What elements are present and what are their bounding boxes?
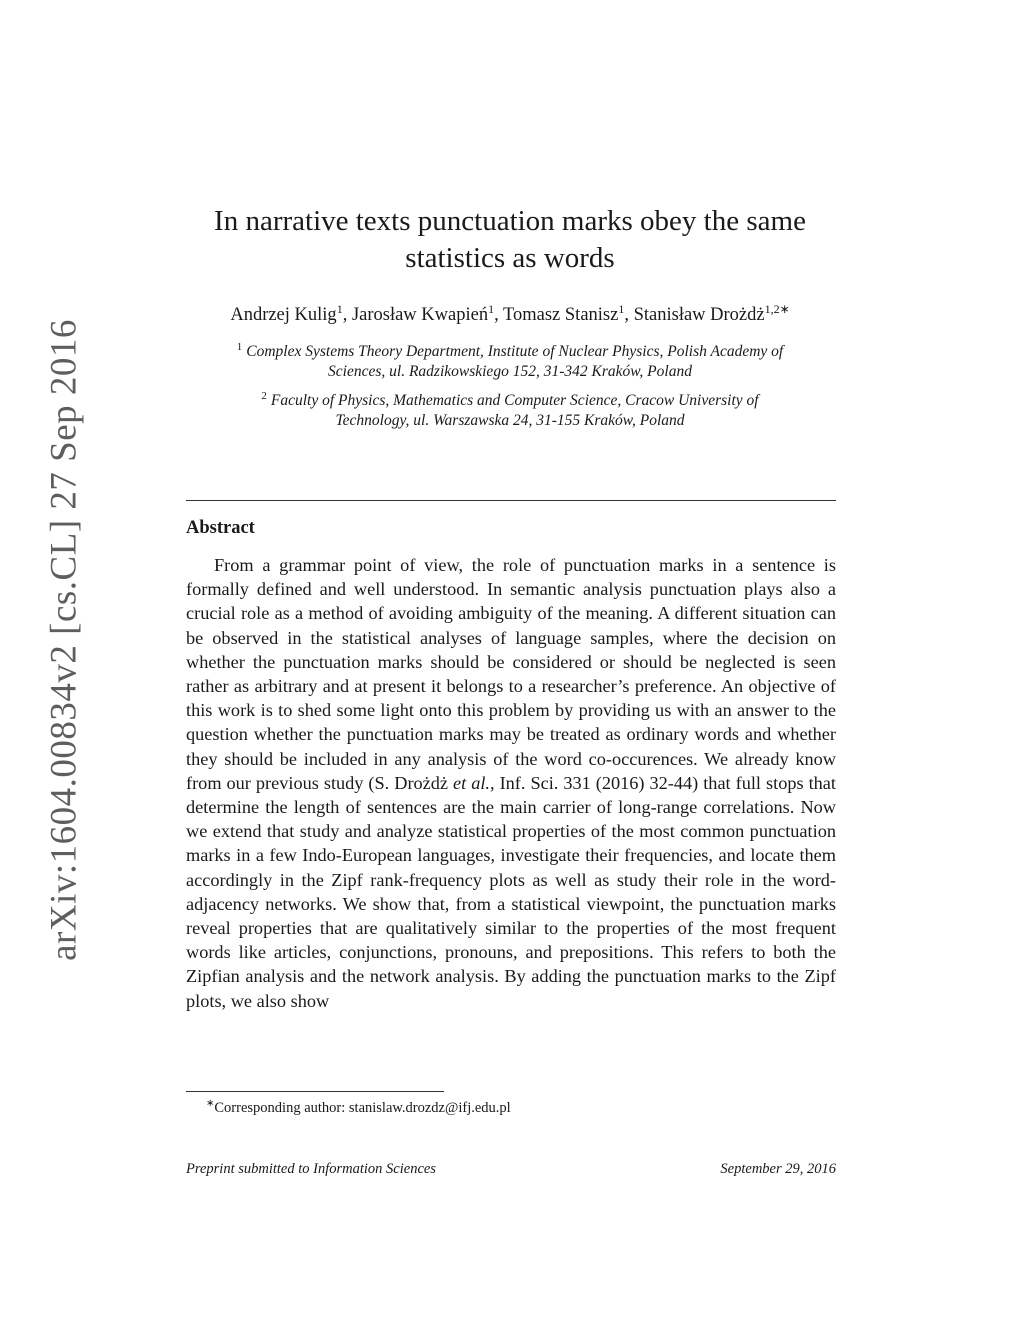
affiliation-line: Sciences, ul. Radzikowskiego 152, 31-342 Kraków, Poland [328,363,692,381]
abstract-text: , Inf. Sci. 331 (2016) 32-44) that full stops that determine the length of sentences are the main carrier of long-range correlations. Now we extend that study and analyze statistical properties of the most common punctuation marks in a few Indo-European languages, investigate their frequencies, and locate them accordingly in the Zipf rank-frequency plots as well as study their role in the word-adjacency networks. We show that, from a statistical viewpoint, the punctuation marks reveal properties that are qualitatively similar to the properties of the most frequent words like articles, conjunctions, pronouns, and prepositions. This refers to both the Zipfian analysis and the network analysis. By adding the punctuation marks to the Zipf plots, we also show [186,772,836,1011]
author-affil-mark: 1 [488,302,495,316]
author-name: Jarosław Kwapień [351,305,489,326]
preprint-note: Preprint submitted to Information Sciences [186,1161,436,1177]
affiliation-mark: 1 [236,341,243,353]
footnote-rule [186,1091,444,1092]
abstract-text: From a grammar point of view, the role of punctuation marks in a sentence is formally defined and well understood. In semantic analysis punctuation plays also a crucial role as a method of avoiding ambiguity of the meaning. A different situation can be observed in the statistical analyses of language samples, where the decision on whether the punctuation marks should be considered or should be neglected is seen rather as arbitrary and at present it belongs to a researcher’s preference. An objective of this work is to shed some light onto this problem by providing us with an answer to the question whether the punctuation marks may be treated as ordinary words and whether they should be included in any analysis of the word co-occurences. We already know from our previous study (S. Drożdż [186,555,836,793]
affiliation-1 [180,337,840,382]
arxiv-identifier-stamp: arXiv:1604.00834v2 [cs.CL] 27 Sep 2016 [43,319,85,961]
author-name: Tomasz Stanisz [503,305,619,326]
affiliation-line: Faculty of Physics, Mathematics and Computer Science, Cracow University of [270,392,759,410]
affiliation-mark: 2 [261,390,267,402]
author-name: Andrzej Kulig [230,305,337,326]
author-list: Andrzej Kulig$^1$, Jarosław Kwapień$^1$, Tomasz Stanisz$^1$, Stanisław Drożdż$^{1,2∗}$ [230,302,790,326]
affiliation-2 [180,386,840,431]
affiliation-line: Complex Systems Theory Department, Institute of Nuclear Physics, Polish Academy of [246,343,784,361]
author-affil-mark: 1 [336,302,343,316]
author-affil-mark: 1 [618,302,625,316]
author-affil-mark: 1,2∗ [764,302,790,316]
abstract-body [186,553,836,1013]
footnote-mark: ∗ [206,1098,215,1109]
title-line-2: statistics as words [405,242,615,274]
affiliation-line: Technology, ul. Warszawska 24, 31-155 Kraków, Poland [335,412,685,430]
title-line-1: In narrative texts punctuation marks obey the same [214,205,806,237]
abstract-et-al: et al. [453,772,491,793]
author-name: Stanisław Drożdż [633,305,765,326]
corresponding-author-footnote [206,1098,511,1117]
abstract-heading: Abstract [186,518,255,538]
preprint-date: September 29, 2016 [720,1161,836,1177]
abstract-top-rule [186,500,836,501]
paper-title [180,203,840,277]
footnote-text: Corresponding author: stanislaw.drozdz@ifj.edu.pl [214,1099,511,1116]
